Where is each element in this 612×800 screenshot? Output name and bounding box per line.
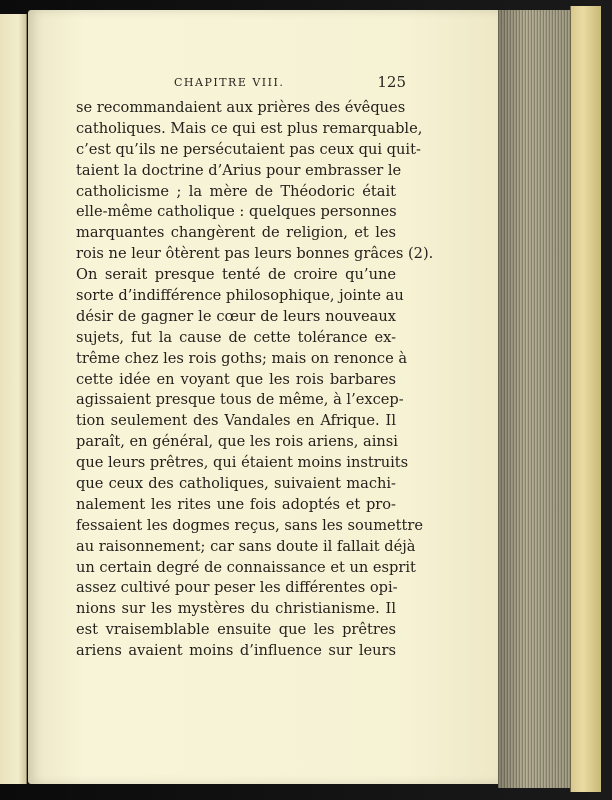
text-line: nions sur les mystères du christianisme. Il [76,600,396,618]
text-line: catholicisme ; la mère de Théodoric était [76,182,396,200]
text-line: sorte d’indifférence philosophique, jointe au [76,287,404,305]
text-line: désir de gagner le cœur de leurs nouveaux [76,307,396,325]
text-line: trême chez les rois goths; mais on renonce à [76,349,408,367]
text-line: que ceux des catholiques, suivaient machi- [76,475,396,493]
text-line: On serait presque tenté de croire qu’une [76,266,396,284]
text-line: au raisonnement; car sans doute il fallait déjà [76,537,416,555]
book-cover-edge [570,6,601,792]
text-line: est vraisemblable ensuite que les prêtres [76,621,396,639]
text-line: assez cultivé pour peser les différentes opi- [76,579,398,597]
text-line: tion seulement des Vandales en Afrique. Il [76,412,396,430]
left-page-edge [0,14,27,784]
text-line: que leurs prêtres, qui étaient moins instruits [76,454,409,472]
text-line: catholiques. Mais ce qui est plus remarquable, [76,119,423,137]
text-line: nalement les rites une fois adoptés et pro- [76,495,396,513]
text-line: agissaient presque tous de même, à l’excep- [76,391,404,409]
text-line: un certain degré de connaissance et un esprit [76,558,416,576]
text-line: se recommandaient aux prières des évêques [76,99,406,116]
page-header [76,73,406,96]
text-line: cette idée en voyant que les rois barbares [76,370,396,388]
body-text [76,98,434,662]
text-line: rois ne leur ôtèrent pas leurs bonnes grâces (2). [76,245,434,263]
text-line: c’est qu’ils ne persécutaient pas ceux qui quit- [76,140,421,158]
page-number: 125 [377,73,406,91]
text-line: fessaient les dogmes reçus, sans les soumettre [76,516,424,534]
text-line: marquantes changèrent de religion, et les [76,224,396,242]
text-line: taient la doctrine d’Arius pour embrasser le [76,161,402,179]
text-line: sujets, fut la cause de cette tolérance ex- [76,328,396,346]
text-line: paraît, en général, que les rois ariens, ainsi [76,433,398,451]
text-line: elle-même catholique : quelques personnes [76,203,397,221]
text-line: ariens avaient moins d’influence sur leurs [76,642,396,660]
running-head: CHAPITRE VIII. [174,76,285,89]
